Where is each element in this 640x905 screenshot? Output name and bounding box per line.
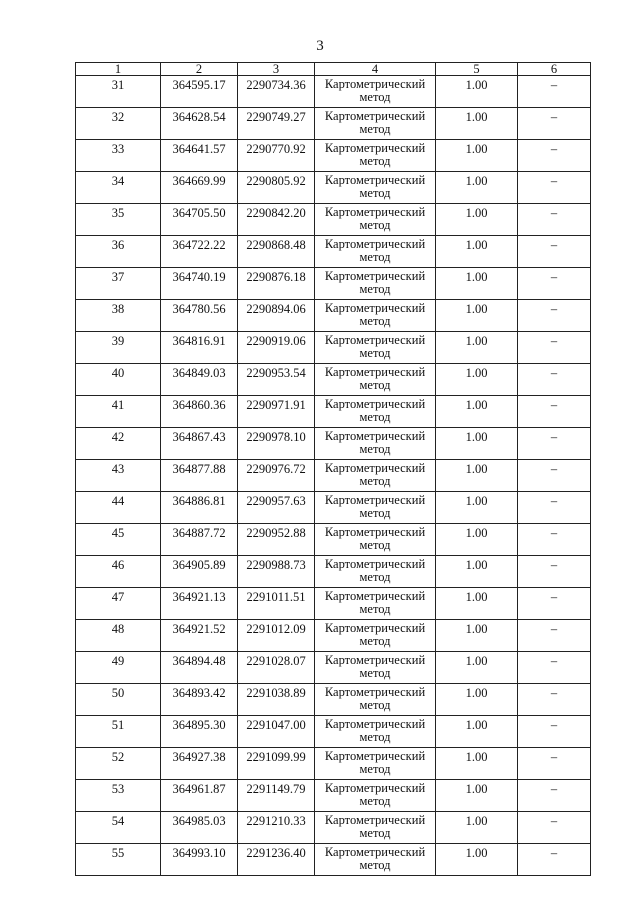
column-header: 3: [238, 63, 315, 76]
column-header: 2: [161, 63, 238, 76]
method-cell: Картометрический метод: [315, 716, 436, 748]
method-cell: Картометрический метод: [315, 140, 436, 172]
precision-cell: 1.00: [436, 812, 518, 844]
x-coordinate-cell: 364993.10: [161, 844, 238, 876]
y-coordinate-cell: 2290749.27: [238, 108, 315, 140]
description-cell: –: [518, 428, 591, 460]
column-header: 5: [436, 63, 518, 76]
point-number-cell: 33: [76, 140, 161, 172]
description-cell: –: [518, 748, 591, 780]
y-coordinate-cell: 2291028.07: [238, 652, 315, 684]
point-number-cell: 50: [76, 684, 161, 716]
method-cell: Картометрический метод: [315, 556, 436, 588]
y-coordinate-cell: 2291012.09: [238, 620, 315, 652]
y-coordinate-cell: 2290894.06: [238, 300, 315, 332]
description-cell: –: [518, 460, 591, 492]
precision-cell: 1.00: [436, 140, 518, 172]
table-header-row: [76, 63, 591, 76]
x-coordinate-cell: 364780.56: [161, 300, 238, 332]
point-number-cell: 54: [76, 812, 161, 844]
x-coordinate-cell: 364705.50: [161, 204, 238, 236]
x-coordinate-cell: 364877.88: [161, 460, 238, 492]
precision-cell: 1.00: [436, 492, 518, 524]
method-cell: Картометрический метод: [315, 332, 436, 364]
x-coordinate-cell: 364893.42: [161, 684, 238, 716]
method-cell: Картометрический метод: [315, 172, 436, 204]
table-row: [76, 780, 591, 812]
description-cell: –: [518, 524, 591, 556]
point-number-cell: 53: [76, 780, 161, 812]
y-coordinate-cell: 2290734.36: [238, 76, 315, 108]
precision-cell: 1.00: [436, 364, 518, 396]
precision-cell: 1.00: [436, 236, 518, 268]
point-number-cell: 34: [76, 172, 161, 204]
precision-cell: 1.00: [436, 748, 518, 780]
point-number-cell: 45: [76, 524, 161, 556]
y-coordinate-cell: 2290805.92: [238, 172, 315, 204]
method-cell: Картометрический метод: [315, 844, 436, 876]
method-cell: Картометрический метод: [315, 76, 436, 108]
table-row: [76, 652, 591, 684]
x-coordinate-cell: 364894.48: [161, 652, 238, 684]
precision-cell: 1.00: [436, 204, 518, 236]
description-cell: –: [518, 268, 591, 300]
x-coordinate-cell: 364905.89: [161, 556, 238, 588]
point-number-cell: 48: [76, 620, 161, 652]
table-row: [76, 236, 591, 268]
table-row: [76, 620, 591, 652]
point-number-cell: 46: [76, 556, 161, 588]
method-cell: Картометрический метод: [315, 204, 436, 236]
table-row: [76, 812, 591, 844]
precision-cell: 1.00: [436, 556, 518, 588]
table-row: [76, 748, 591, 780]
description-cell: –: [518, 684, 591, 716]
y-coordinate-cell: 2290953.54: [238, 364, 315, 396]
table-row: [76, 76, 591, 108]
x-coordinate-cell: 364895.30: [161, 716, 238, 748]
x-coordinate-cell: 364985.03: [161, 812, 238, 844]
method-cell: Картометрический метод: [315, 428, 436, 460]
description-cell: –: [518, 332, 591, 364]
description-cell: –: [518, 300, 591, 332]
y-coordinate-cell: 2291038.89: [238, 684, 315, 716]
precision-cell: 1.00: [436, 108, 518, 140]
column-header: 4: [315, 63, 436, 76]
description-cell: –: [518, 844, 591, 876]
point-number-cell: 51: [76, 716, 161, 748]
table-row: [76, 268, 591, 300]
description-cell: –: [518, 204, 591, 236]
table-row: [76, 556, 591, 588]
description-cell: –: [518, 492, 591, 524]
table-row: [76, 204, 591, 236]
page-number: 3: [316, 38, 324, 54]
y-coordinate-cell: 2291011.51: [238, 588, 315, 620]
description-cell: –: [518, 76, 591, 108]
precision-cell: 1.00: [436, 300, 518, 332]
precision-cell: 1.00: [436, 524, 518, 556]
point-number-cell: 40: [76, 364, 161, 396]
description-cell: –: [518, 172, 591, 204]
method-cell: Картометрический метод: [315, 364, 436, 396]
point-number-cell: 44: [76, 492, 161, 524]
x-coordinate-cell: 364886.81: [161, 492, 238, 524]
x-coordinate-cell: 364961.87: [161, 780, 238, 812]
y-coordinate-cell: 2290868.48: [238, 236, 315, 268]
description-cell: –: [518, 716, 591, 748]
point-number-cell: 42: [76, 428, 161, 460]
precision-cell: 1.00: [436, 652, 518, 684]
method-cell: Картометрический метод: [315, 620, 436, 652]
method-cell: Картометрический метод: [315, 748, 436, 780]
y-coordinate-cell: 2290978.10: [238, 428, 315, 460]
method-cell: Картометрический метод: [315, 300, 436, 332]
method-cell: Картометрический метод: [315, 396, 436, 428]
point-number-cell: 31: [76, 76, 161, 108]
precision-cell: 1.00: [436, 460, 518, 492]
precision-cell: 1.00: [436, 428, 518, 460]
table-row: [76, 140, 591, 172]
x-coordinate-cell: 364921.13: [161, 588, 238, 620]
x-coordinate-cell: 364722.22: [161, 236, 238, 268]
x-coordinate-cell: 364669.99: [161, 172, 238, 204]
point-number-cell: 41: [76, 396, 161, 428]
y-coordinate-cell: 2290876.18: [238, 268, 315, 300]
point-number-cell: 37: [76, 268, 161, 300]
point-number-cell: 49: [76, 652, 161, 684]
table-row: [76, 172, 591, 204]
precision-cell: 1.00: [436, 268, 518, 300]
table-row: [76, 300, 591, 332]
table-row: [76, 524, 591, 556]
y-coordinate-cell: 2290770.92: [238, 140, 315, 172]
method-cell: Картометрический метод: [315, 108, 436, 140]
y-coordinate-cell: 2291236.40: [238, 844, 315, 876]
point-number-cell: 52: [76, 748, 161, 780]
x-coordinate-cell: 364816.91: [161, 332, 238, 364]
description-cell: –: [518, 780, 591, 812]
column-header: 6: [518, 63, 591, 76]
description-cell: –: [518, 140, 591, 172]
description-cell: –: [518, 588, 591, 620]
precision-cell: 1.00: [436, 76, 518, 108]
table-row: [76, 332, 591, 364]
method-cell: Картометрический метод: [315, 588, 436, 620]
method-cell: Картометрический метод: [315, 460, 436, 492]
x-coordinate-cell: 364921.52: [161, 620, 238, 652]
table-body: [76, 63, 591, 876]
description-cell: –: [518, 652, 591, 684]
y-coordinate-cell: 2290971.91: [238, 396, 315, 428]
method-cell: Картометрический метод: [315, 268, 436, 300]
method-cell: Картометрический метод: [315, 524, 436, 556]
precision-cell: 1.00: [436, 396, 518, 428]
x-coordinate-cell: 364849.03: [161, 364, 238, 396]
y-coordinate-cell: 2290976.72: [238, 460, 315, 492]
point-number-cell: 43: [76, 460, 161, 492]
table-row: [76, 364, 591, 396]
table-row: [76, 396, 591, 428]
y-coordinate-cell: 2290919.06: [238, 332, 315, 364]
table-row: [76, 844, 591, 876]
table-row: [76, 684, 591, 716]
x-coordinate-cell: 364860.36: [161, 396, 238, 428]
precision-cell: 1.00: [436, 684, 518, 716]
table-row: [76, 588, 591, 620]
method-cell: Картометрический метод: [315, 780, 436, 812]
description-cell: –: [518, 396, 591, 428]
precision-cell: 1.00: [436, 780, 518, 812]
description-cell: –: [518, 556, 591, 588]
coordinates-table: [75, 62, 591, 876]
y-coordinate-cell: 2291149.79: [238, 780, 315, 812]
precision-cell: 1.00: [436, 716, 518, 748]
y-coordinate-cell: 2291210.33: [238, 812, 315, 844]
y-coordinate-cell: 2290952.88: [238, 524, 315, 556]
x-coordinate-cell: 364887.72: [161, 524, 238, 556]
y-coordinate-cell: 2291047.00: [238, 716, 315, 748]
point-number-cell: 38: [76, 300, 161, 332]
x-coordinate-cell: 364740.19: [161, 268, 238, 300]
method-cell: Картометрический метод: [315, 236, 436, 268]
description-cell: –: [518, 620, 591, 652]
point-number-cell: 55: [76, 844, 161, 876]
method-cell: Картометрический метод: [315, 652, 436, 684]
table-row: [76, 716, 591, 748]
point-number-cell: 39: [76, 332, 161, 364]
y-coordinate-cell: 2291099.99: [238, 748, 315, 780]
y-coordinate-cell: 2290842.20: [238, 204, 315, 236]
description-cell: –: [518, 108, 591, 140]
x-coordinate-cell: 364867.43: [161, 428, 238, 460]
point-number-cell: 36: [76, 236, 161, 268]
method-cell: Картометрический метод: [315, 812, 436, 844]
method-cell: Картометрический метод: [315, 684, 436, 716]
description-cell: –: [518, 364, 591, 396]
point-number-cell: 35: [76, 204, 161, 236]
precision-cell: 1.00: [436, 332, 518, 364]
table-row: [76, 108, 591, 140]
method-cell: Картометрический метод: [315, 492, 436, 524]
x-coordinate-cell: 364595.17: [161, 76, 238, 108]
table-row: [76, 460, 591, 492]
x-coordinate-cell: 364641.57: [161, 140, 238, 172]
point-number-cell: 32: [76, 108, 161, 140]
precision-cell: 1.00: [436, 844, 518, 876]
precision-cell: 1.00: [436, 172, 518, 204]
column-header: 1: [76, 63, 161, 76]
x-coordinate-cell: 364927.38: [161, 748, 238, 780]
point-number-cell: 47: [76, 588, 161, 620]
precision-cell: 1.00: [436, 620, 518, 652]
table-row: [76, 492, 591, 524]
description-cell: –: [518, 236, 591, 268]
table-row: [76, 428, 591, 460]
y-coordinate-cell: 2290988.73: [238, 556, 315, 588]
y-coordinate-cell: 2290957.63: [238, 492, 315, 524]
x-coordinate-cell: 364628.54: [161, 108, 238, 140]
precision-cell: 1.00: [436, 588, 518, 620]
description-cell: –: [518, 812, 591, 844]
